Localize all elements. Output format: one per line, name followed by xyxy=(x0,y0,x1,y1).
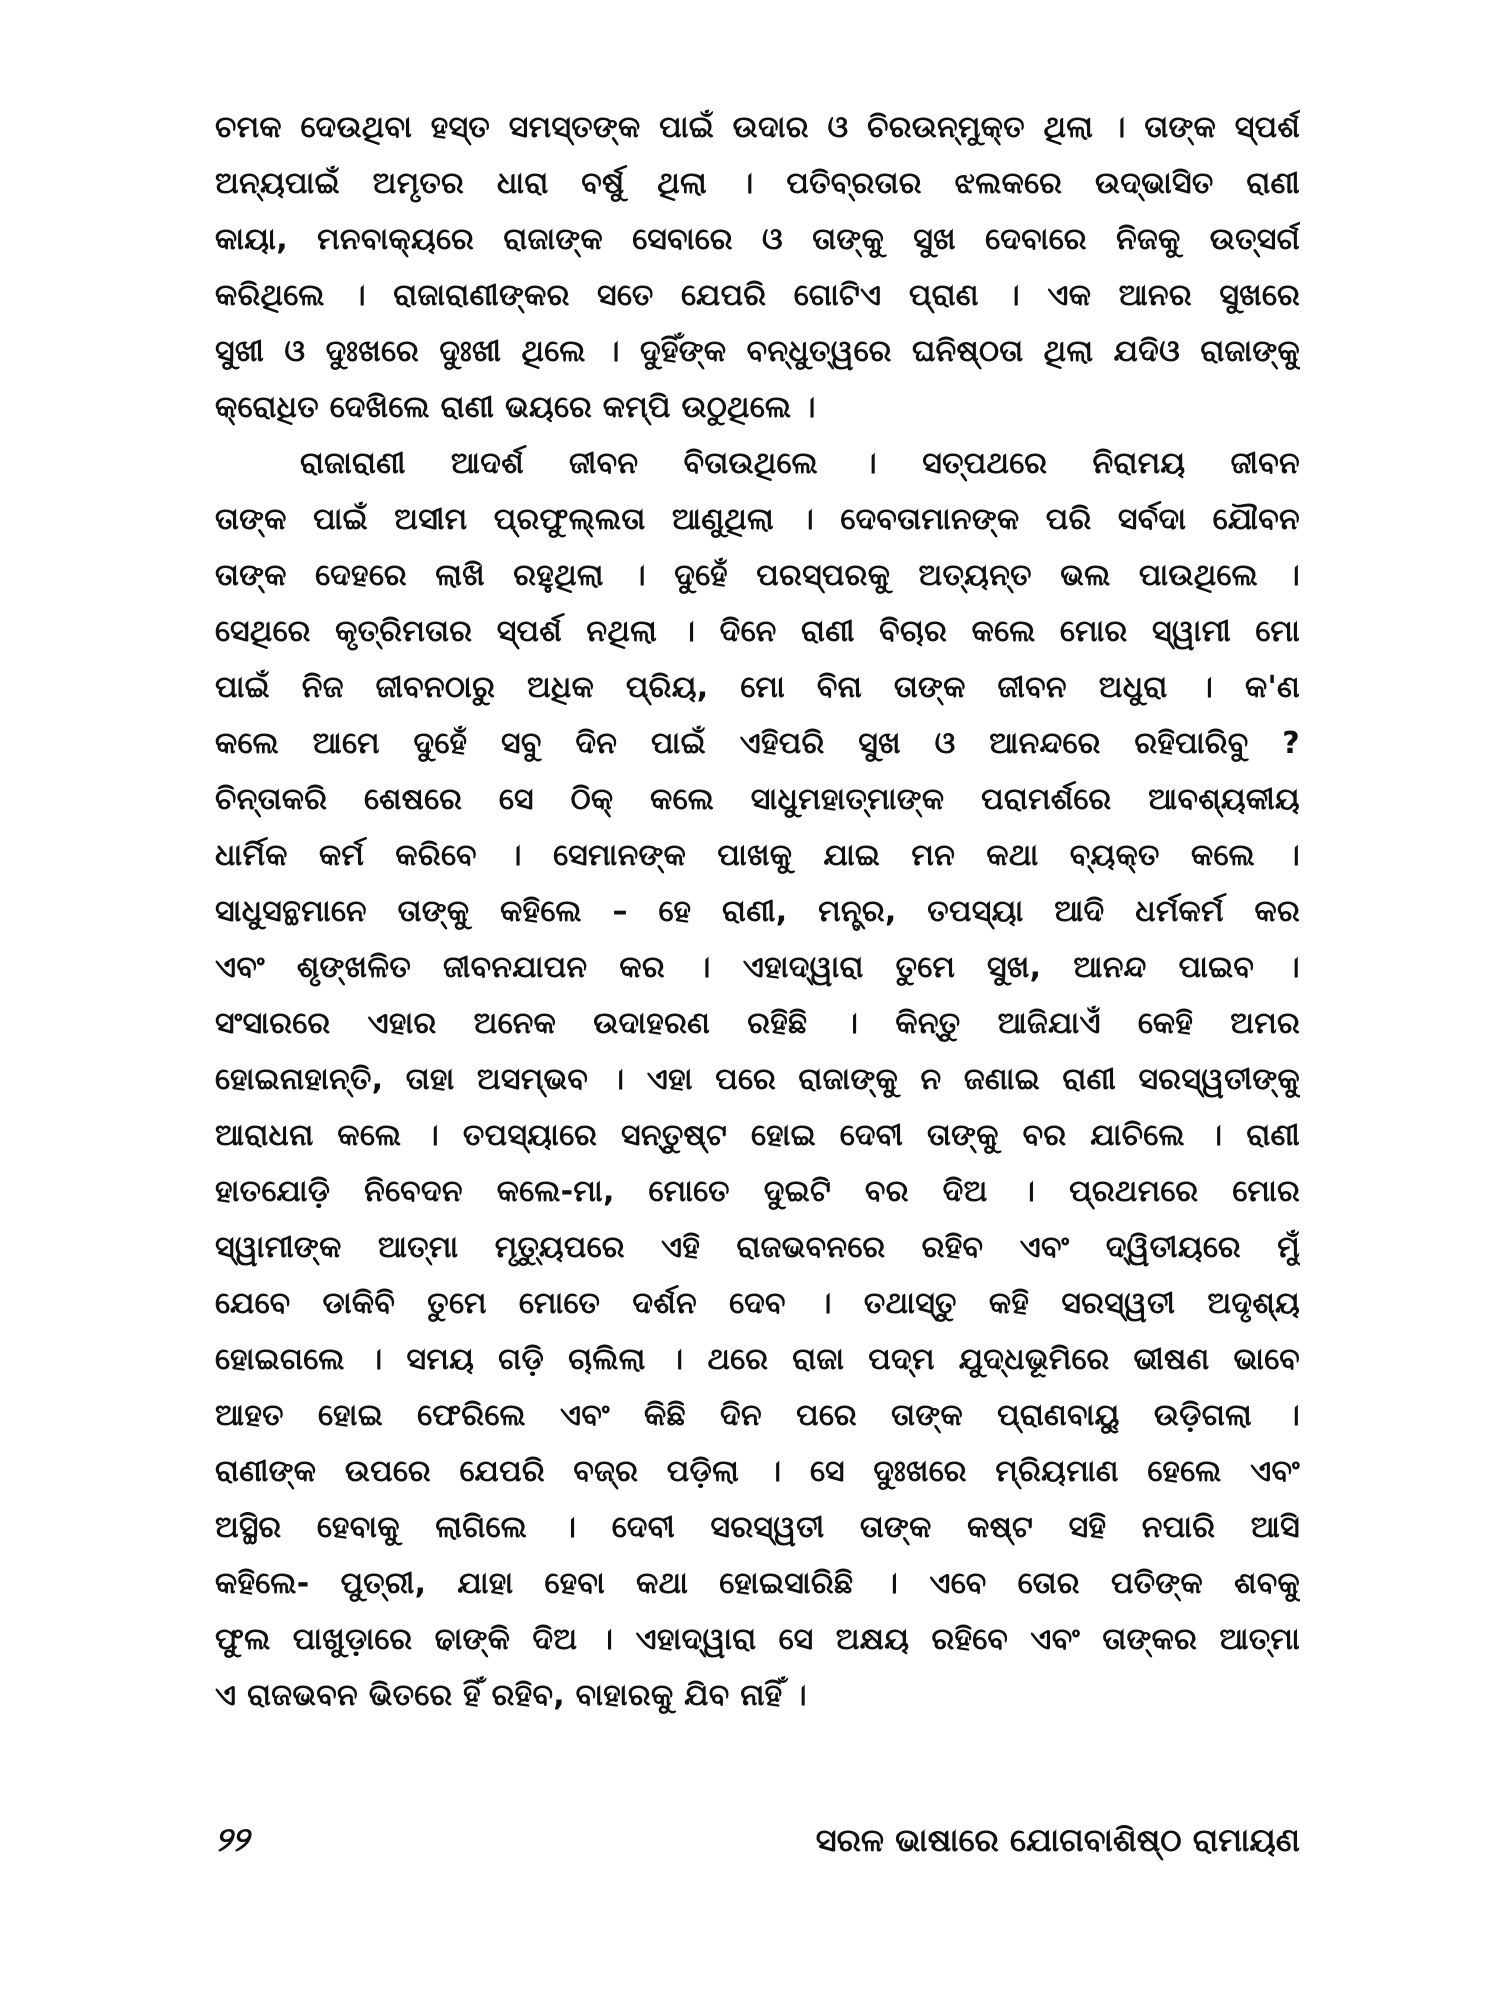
text-line: ସାଧୁସନ୍ଥମାନେ ତାଙ୍କୁ କହିଲେ – ହେ ରାଣୀ, ମନ୍ତ୍ର, ତପସ୍ୟା ଆଦି ଧର୍ମକର୍ମ କର xyxy=(215,894,1300,929)
text-line: ସ୍ୱାମୀଙ୍କ ଆତ୍ମା ମୃତ୍ୟୁପରେ ଏହି ରାଜଭବନରେ ରହିବ ଏବଂ ଦ୍ୱିତୀୟରେ ମୁଁ xyxy=(215,1230,1300,1265)
text-line: ଯେବେ ଡାକିବି ତୁମେ ମୋତେ ଦର୍ଶନ ଦେବ । ତଥାସ୍ତୁ କହି ସରସ୍ୱତୀ ଅଦୃଶ୍ୟ xyxy=(215,1286,1300,1321)
text-line: ଚମକ ଦେଉଥିବା ହସ୍ତ ସମସ୍ତଙ୍କ ପାଇଁ ଉଦାର ଓ ଚିରଉନ୍ମୁକ୍ତ ଥିଲା । ତାଙ୍କ ସ୍ପର୍ଶ xyxy=(215,110,1300,145)
text-line: କାୟା, ମନବାକ୍ୟରେ ରାଜାଙ୍କ ସେବାରେ ଓ ତାଙ୍କୁ ସୁଖ ଦେବାରେ ନିଜକୁ ଉତ୍ସର୍ଗ xyxy=(215,222,1300,257)
text-line: କରିଥିଲେ । ରାଜାରାଣୀଙ୍କର ସତେ ଯେପରି ଗୋଟିଏ ପ୍ରାଣ । ଏକ ଆନର ସୁଖରେ xyxy=(215,278,1300,313)
text-line: ଅସ୍ଥିର ହେବାକୁ ଲାଗିଲେ । ଦେବୀ ସରସ୍ୱତୀ ତାଙ୍କ କଷ୍ଟ ସହି ନପାରି ଆସି xyxy=(215,1510,1300,1545)
text-line: ସଂସାରରେ ଏହାର ଅନେକ ଉଦାହରଣ ରହିଛି । କିନ୍ତୁ ଆଜିଯାଏଁ କେହି ଅମର xyxy=(215,1006,1300,1041)
text-line: କ୍ରୋଧିତ ଦେଖିଲେ ରାଣୀ ଭୟରେ କମ୍ପି ଉଠୁଥିଲେ । xyxy=(215,390,816,425)
text-line: ଆହତ ହୋଇ ଫେରିଲେ ଏବଂ କିଛି ଦିନ ପରେ ତାଙ୍କ ପ୍ରାଣବାୟୁ ଉଡ଼ିଗଲା । xyxy=(215,1398,1300,1433)
text-line: ଆରାଧନା କଲେ । ତପସ୍ୟାରେ ସନ୍ତୁଷ୍ଟ ହୋଇ ଦେବୀ ତାଙ୍କୁ ବର ଯାଚିଲେ । ରାଣୀ xyxy=(215,1118,1300,1153)
page-footer xyxy=(215,1810,1300,1870)
text-line: ପାଇଁ ନିଜ ଜୀବନଠାରୁ ଅଧିକ ପ୍ରିୟ, ମୋ ବିନା ତାଙ୍କ ଜୀବନ ଅଧୁରା । କ'ଣ xyxy=(215,670,1300,705)
text-line: ତାଙ୍କ ଦେହରେ ଲାଖି ରହୁଥିଲା । ଦୁହେଁ ପରସ୍ପରକୁ ଅତ୍ୟନ୍ତ ଭଲ ପାଉଥିଲେ । xyxy=(215,558,1300,593)
text-line: ରାଜାରାଣୀ ଆଦର୍ଶ ଜୀବନ ବିତାଉଥିଲେ । ସତ୍‌ପଥରେ ନିରାମୟ ଜୀବନ xyxy=(300,446,1300,481)
page-number: ୨୨ xyxy=(215,1820,249,1860)
text-line: ରାଣୀଙ୍କ ଉପରେ ଯେପରି ବଜ୍ର ପଡ଼ିଲା । ସେ ଦୁଃଖରେ ମ୍ରିୟମାଣ ହେଲେ ଏବଂ xyxy=(215,1454,1300,1489)
text-line: ଚିନ୍ତାକରି ଶେଷରେ ସେ ଠିକ୍ କଲେ ସାଧୁମହାତ୍ମାଙ୍କ ପରାମର୍ଶରେ ଆବଶ୍ୟକୀୟ xyxy=(215,782,1300,817)
text-line: ଧାର୍ମିକ କର୍ମ କରିବେ । ସେମାନଙ୍କ ପାଖକୁ ଯାଇ ମନ କଥା ବ୍ୟକ୍ତ କଲେ । xyxy=(215,838,1300,873)
text-line: କହିଲେ- ପୁତ୍ରୀ, ଯାହା ହେବା କଥା ହୋଇସାରିଛି । ଏବେ ତୋର ପତିଙ୍କ ଶବକୁ xyxy=(215,1566,1300,1601)
text-line: ହାତଯୋଡ଼ି ନିବେଦନ କଲେ-ମା, ମୋତେ ଦୁଇଟି ବର ଦିଅ । ପ୍ରଥମରେ ମୋର xyxy=(215,1174,1300,1209)
body-text xyxy=(215,100,1300,1724)
text-line: ଏବଂ ଶୃଙ୍ଖଳିତ ଜୀବନଯାପନ କର । ଏହାଦ୍ୱାରା ତୁମେ ସୁଖ, ଆନନ୍ଦ ପାଇବ । xyxy=(215,950,1300,985)
text-line: କଲେ ଆମେ ଦୁହେଁ ସବୁ ଦିନ ପାଇଁ ଏହିପରି ସୁଖ ଓ ଆନନ୍ଦରେ ରହିପାରିବୁ ? xyxy=(215,726,1300,761)
text-line: ସେଥିରେ କୃତ୍ରିମତାର ସ୍ପର୍ଶ ନଥିଲା । ଦିନେ ରାଣୀ ବିଚାର କଲେ ମୋର ସ୍ୱାମୀ ମୋ xyxy=(215,614,1300,649)
text-line: ଅନ୍ୟପାଇଁ ଅମୃତର ଧାରା ବର୍ଷୁ ଥିଲା । ପତିବ୍ରତାର ଝଲକରେ ଉଦ୍‌ଭାସିତ ରାଣୀ xyxy=(215,166,1300,201)
text-line: ତାଙ୍କ ପାଇଁ ଅସୀମ ପ୍ରଫୁଲ୍ଲତା ଆଣୁଥିଲା । ଦେବତାମାନଙ୍କ ପରି ସର୍ବଦା ଯୌବନ xyxy=(215,502,1300,537)
book-title: ସରଳ ଭାଷାରେ ଯୋଗବାଶିଷ୍ଠ ରାମାୟଣ xyxy=(815,1821,1300,1859)
text-line: ସୁଖୀ ଓ ଦୁଃଖରେ ଦୁଃଖୀ ଥିଲେ । ଦୁହିଁଙ୍କ ବନ୍ଧୁତ୍ୱରେ ଘନିଷ୍ଠତା ଥିଲା ଯଦିଓ ରାଜାଙ୍କୁ xyxy=(215,334,1300,369)
text-line: ହୋଇନାହାନ୍ତି, ତାହା ଅସମ୍ଭବ । ଏହା ପରେ ରାଜାଙ୍କୁ ନ ଜଣାଇ ରାଣୀ ସରସ୍ୱତୀଙ୍କୁ xyxy=(215,1062,1300,1097)
text-line: ଏ ରାଜଭବନ ଭିତରେ ହିଁ ରହିବ, ବାହାରକୁ ଯିବ ନାହିଁ । xyxy=(215,1678,807,1713)
text-line: ଫୁଲ ପାଖୁଡ଼ାରେ ଢାଙ୍କି ଦିଅ । ଏହାଦ୍ୱାରା ସେ ଅକ୍ଷୟ ରହିବେ ଏବଂ ତାଙ୍କର ଆତ୍ମା xyxy=(215,1622,1300,1657)
text-line: ହୋଇଗଲେ । ସମୟ ଗଡ଼ି ଚାଲିଲା । ଥରେ ରାଜା ପଦ୍ମ ଯୁଦ୍ଧଭୂମିରେ ଭୀଷଣ ଭାବେ xyxy=(215,1342,1300,1377)
